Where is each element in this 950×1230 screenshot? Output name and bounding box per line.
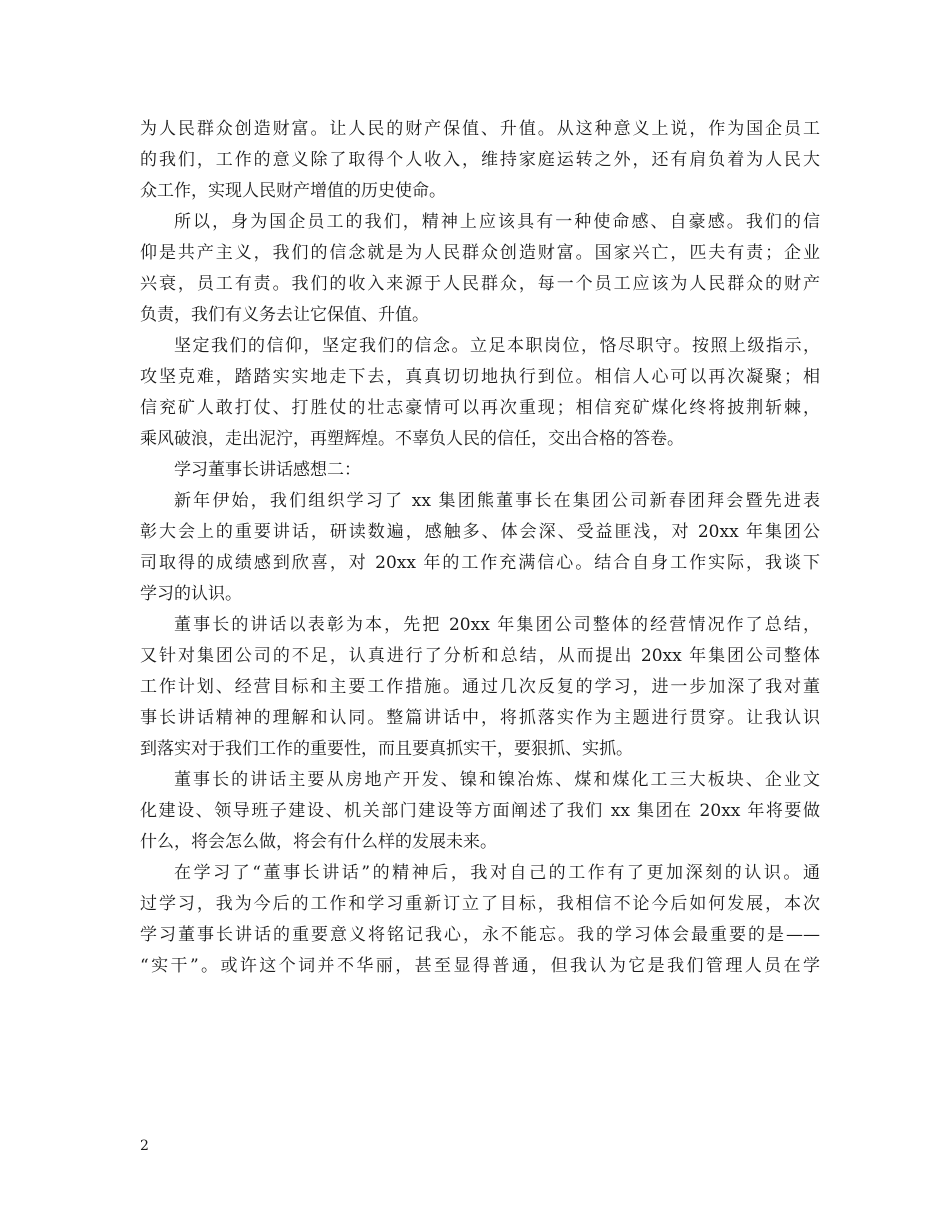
text-line: 学习董事长讲话感想二：	[174, 460, 361, 480]
text-line: 攻坚克难，踏踏实实地走下去，真真切切地执行到位。相信人心可以再次凝聚；相	[140, 367, 820, 387]
text-line: 工作计划、经营目标和主要工作措施。通过几次反复的学习，进一步加深了我对董	[140, 677, 820, 697]
text-line: 什么，将会怎么做，将会有什么样的发展未来。	[140, 832, 497, 852]
page-number: 2	[140, 1138, 149, 1154]
text-line: 学习的认识。	[140, 584, 242, 604]
text-line: 化建设、领导班子建设、机关部门建设等方面阐述了我们 xx 集团在 20xx 年将要做	[140, 801, 820, 821]
text-line: 董事长的讲话主要从房地产开发、镍和镍冶炼、煤和煤化工三大板块、企业文	[174, 770, 820, 790]
text-line: 所以，身为国企员工的我们，精神上应该具有一种使命感、自豪感。我们的信	[174, 212, 820, 232]
text-line: 兴衰，员工有责。我们的收入来源于人民群众，每一个员工应该为人民群众的财产	[140, 274, 820, 294]
text-line: 在学习了“董事长讲话”的精神后，我对自己的工作有了更加深刻的认识。通	[174, 863, 820, 883]
text-line: 众工作，实现人民财产增值的历史使命。	[140, 181, 446, 201]
text-line: 到落实对于我们工作的重要性，而且要真抓实干，要狠抓、实抓。	[140, 739, 633, 759]
text-line: 司取得的成绩感到欣喜，对 20xx 年的工作充满信心。结合自身工作实际，我谈下	[140, 553, 820, 573]
text-line: 又针对集团公司的不足，认真进行了分析和总结，从而提出 20xx 年集团公司整体	[140, 646, 820, 666]
text-line: 董事长的讲话以表彰为本，先把 20xx 年集团公司整体的经营情况作了总结，	[174, 615, 820, 635]
document-body	[140, 114, 820, 982]
text-line: 为人民群众创造财富。让人民的财产保值、升值。从这种意义上说，作为国企员工	[140, 119, 820, 139]
text-line: 学习董事长讲话的重要意义将铭记我心，永不能忘。我的学习体会最重要的是——	[140, 925, 820, 945]
text-line: 乘风破浪，走出泥泞，再塑辉煌。不辜负人民的信任，交出合格的答卷。	[140, 429, 684, 449]
text-line: 负责，我们有义务去让它保值、升值。	[140, 305, 429, 325]
text-line: 事长讲话精神的理解和认同。整篇讲话中，将抓落实作为主题进行贯穿。让我认识	[140, 708, 820, 728]
text-line: 彰大会上的重要讲话，研读数遍，感触多、体会深、受益匪浅，对 20xx 年集团公	[140, 522, 820, 542]
text-line: 过学习，我为今后的工作和学习重新订立了目标，我相信不论今后如何发展，本次	[140, 894, 820, 914]
text-line: “实干”。或许这个词并不华丽，甚至显得普通，但我认为它是我们管理人员在学	[140, 956, 820, 976]
text-line: 坚定我们的信仰，坚定我们的信念。立足本职岗位，恪尽职守。按照上级指示，	[174, 336, 820, 356]
text-line: 的我们，工作的意义除了取得个人收入，维持家庭运转之外，还有肩负着为人民大	[140, 150, 820, 170]
text-line: 仰是共产主义，我们的信念就是为人民群众创造财富。国家兴亡，匹夫有责；企业	[140, 243, 820, 263]
text-line: 信兖矿人敢打仗、打胜仗的壮志豪情可以再次重现；相信兖矿煤化终将披荆斩棘，	[140, 398, 820, 418]
text-line: 新年伊始，我们组织学习了 xx 集团熊董事长在集团公司新春团拜会暨先进表	[174, 491, 820, 511]
